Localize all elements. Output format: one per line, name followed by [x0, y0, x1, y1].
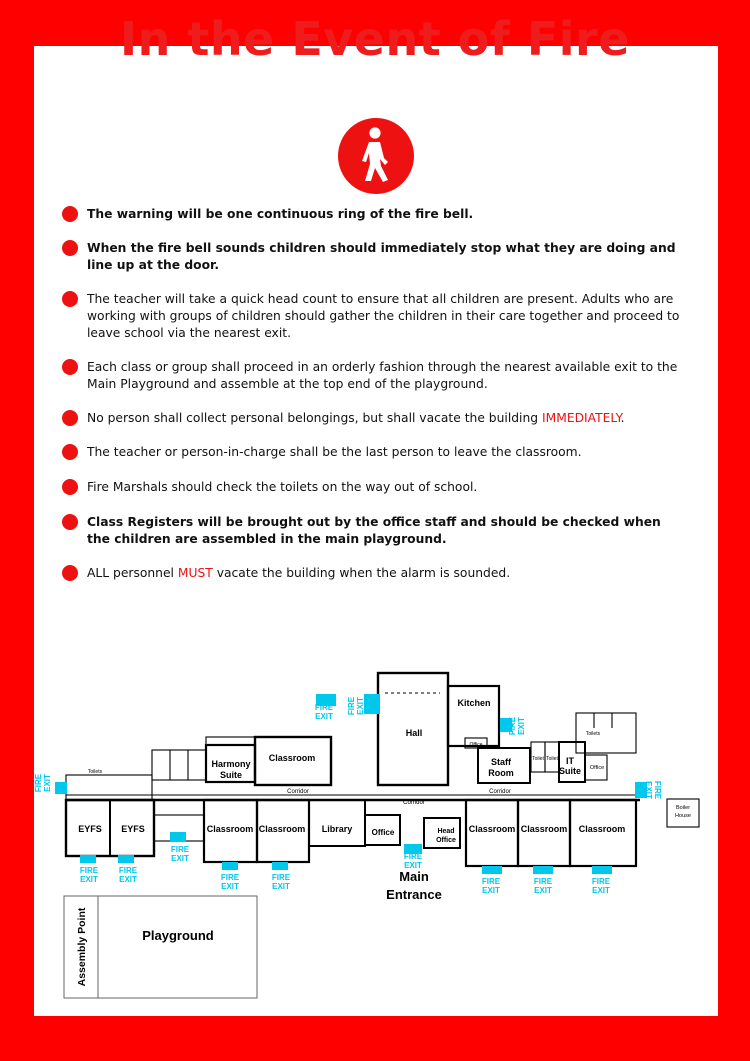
fire-exit-word-1: FIRE: [403, 852, 423, 861]
classroom-label-3: Classroom: [468, 824, 516, 834]
head-office-label-2: Office: [436, 837, 456, 844]
fire-exit-label: [119, 866, 138, 884]
office-label-tiny: Office: [469, 742, 483, 748]
eyfs-label-1: EYFS: [78, 824, 102, 834]
rule-text-before: No person shall collect personal belongings, but shall vacate the building: [87, 411, 542, 425]
rule-highlight: IMMEDIATELY: [541, 411, 621, 425]
office-label: Office: [371, 828, 395, 837]
red-dot-icon: [62, 479, 78, 495]
fire-exit-label: [80, 866, 99, 884]
red-dot-icon: [62, 240, 78, 256]
red-dot-icon: [62, 410, 78, 426]
red-dot-icon: [62, 206, 78, 222]
rule-text-after: .: [620, 411, 625, 425]
it-suite-label-2: Suite: [558, 766, 582, 776]
fire-exit-word-1: FIRE: [481, 877, 501, 886]
fire-exit-word-1: FIRE: [347, 696, 356, 716]
library-label: Library: [321, 824, 353, 834]
assembly-point-label: Assembly Point: [76, 907, 88, 987]
fire-exit-label: [347, 696, 365, 715]
rule-text: Fire Marshals should check the toilets on the way out of school.: [87, 480, 478, 494]
rule-text: Each class or group shall proceed in an orderly fashion through the nearest available exit to the Main Playground and assemble at the top end of the playground.: [87, 360, 678, 391]
fire-exit-word-2: EXIT: [356, 697, 365, 715]
boiler-house-label-2: House: [675, 813, 691, 819]
fire-exit-label: [315, 703, 334, 721]
rule-text: When the fire bell sounds children should immediately stop what they are doing and line up at the door.: [87, 241, 676, 272]
fire-exit-label: [508, 716, 526, 735]
fire-exit-word-2: EXIT: [534, 886, 552, 895]
head-office-label-1: Head: [437, 828, 455, 835]
fire-exit-word-1: FIRE: [591, 877, 611, 886]
rule-text: The teacher or person-in-charge shall be the last person to leave the classroom.: [87, 445, 582, 459]
eyfs-label-2: EYFS: [121, 824, 145, 834]
rule-text: Class Registers will be brought out by the office staff and should be checked when the children are assembled in the main playground.: [87, 515, 661, 546]
rule-text: The warning will be one continuous ring of the fire bell.: [87, 207, 474, 221]
fire-exit-word-1: FIRE: [220, 873, 240, 882]
fire-exit-word-1: FIRE: [79, 866, 99, 875]
playground-label: Playground: [142, 928, 214, 943]
toilet-label-2: Toilet: [546, 756, 558, 762]
toilets-label-2: Toilets: [585, 731, 601, 737]
fire-exit-label: [534, 877, 553, 895]
toilet-label-1: Toilet: [532, 756, 544, 762]
fire-exit-label: [592, 877, 611, 895]
kitchen-label: Kitchen: [457, 698, 491, 708]
fire-exit-word-1: FIRE: [118, 866, 138, 875]
red-dot-icon: [62, 359, 78, 375]
fire-exit-label: [404, 852, 423, 870]
boiler-house-label-1: Boiler: [675, 805, 691, 811]
rule-text-before: ALL personnel: [87, 566, 178, 580]
fire-exit-word-2: EXIT: [404, 861, 422, 870]
fire-exit-label: [34, 773, 52, 792]
classroom-label-5: Classroom: [578, 824, 626, 834]
fire-exit-word-2: EXIT: [80, 875, 98, 884]
fire-exit-word-1: FIRE: [314, 703, 334, 712]
fire-exit-label: [272, 873, 291, 891]
rule-text: [87, 410, 687, 427]
fire-exit-word-2: EXIT: [482, 886, 500, 895]
main-entrance-label-2: Entrance: [386, 887, 442, 902]
harmony-suite-label-1: Harmony: [211, 759, 251, 769]
fire-exit-word-2: EXIT: [644, 781, 653, 799]
left-wing-upper: [66, 775, 152, 800]
corridor-label-1: Corridor: [287, 789, 309, 795]
school-floor-plan: [0, 660, 750, 1005]
fire-exit-label: [482, 877, 501, 895]
classroom-label-2: Classroom: [258, 824, 306, 834]
walking-person-icon: [338, 118, 414, 194]
page-title: In the Event of Fire: [120, 12, 630, 66]
fire-exit-word-2: EXIT: [43, 774, 52, 792]
corridor-label-2: Corridor: [403, 800, 425, 806]
rule-highlight: MUST: [177, 566, 213, 580]
fire-exit-word-2: EXIT: [221, 882, 239, 891]
harmony-suite-label-2: Suite: [219, 770, 243, 780]
red-dot-icon: [62, 514, 78, 530]
fire-exit-word-1: FIRE: [34, 773, 43, 793]
fire-exit-word-2: EXIT: [517, 717, 526, 735]
fire-exit-word-1: FIRE: [170, 845, 190, 854]
staff-room-label-2: Room: [488, 768, 514, 778]
office-label-small: Office: [589, 765, 605, 771]
red-dot-icon: [62, 291, 78, 307]
main-entrance-label-1: Main: [399, 869, 429, 884]
rule-text-after: vacate the building when the alarm is sounded.: [212, 566, 511, 580]
corridor-label-3: Corridor: [489, 789, 511, 795]
toilets-cluster: [152, 750, 206, 780]
classroom-label-4: Classroom: [520, 824, 568, 834]
fire-exit-word-2: EXIT: [272, 882, 290, 891]
toilets-label-1: Toilets: [87, 769, 103, 775]
fire-exit-word-2: EXIT: [592, 886, 610, 895]
fire-exit-word-1: FIRE: [271, 873, 291, 882]
fire-exit-word-1: FIRE: [653, 780, 662, 800]
fire-exit-word-1: FIRE: [533, 877, 553, 886]
fire-exit-label: [221, 873, 240, 891]
classroom-label-1: Classroom: [206, 824, 254, 834]
rule-text: The teacher will take a quick head count to ensure that all children are present. Adults who are working with groups of children should gather the children in their care together and proceed to leave school via the nearest exit.: [87, 292, 680, 340]
staff-room-label-1: Staff: [491, 757, 511, 767]
fire-exit-word-2: EXIT: [315, 712, 333, 721]
rule-text: [87, 565, 687, 582]
fire-exit-label: [644, 781, 662, 800]
it-suite-label-1: IT: [566, 756, 574, 766]
hall-label: Hall: [405, 728, 423, 738]
fire-exit-word-2: EXIT: [171, 854, 189, 863]
red-dot-icon: [62, 565, 78, 581]
classroom-top-label: Classroom: [268, 753, 316, 763]
red-dot-icon: [62, 444, 78, 460]
fire-exit-label: [171, 845, 190, 863]
fire-exit-word-2: EXIT: [119, 875, 137, 884]
fire-exit-word-1: FIRE: [508, 716, 517, 736]
